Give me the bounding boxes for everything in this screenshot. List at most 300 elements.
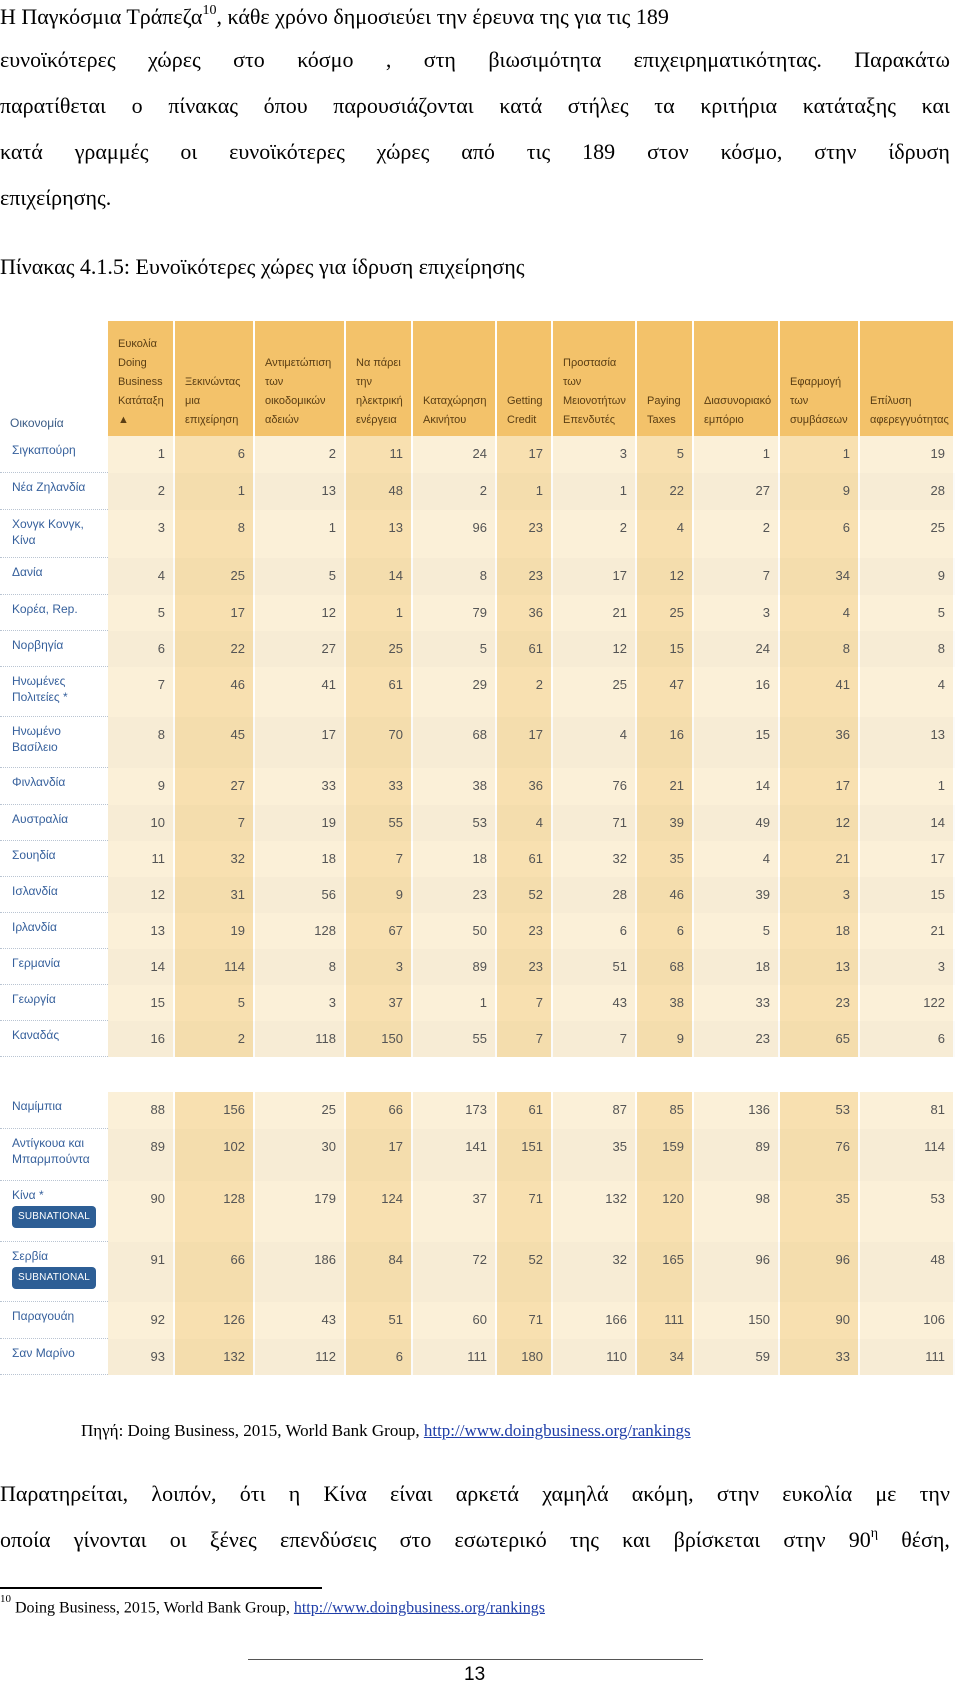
header-col-2[interactable]	[175, 321, 255, 436]
subnational-badge[interactable]: SUBNATIONAL	[12, 1206, 96, 1228]
header-economy[interactable]: Οικονομία	[0, 321, 108, 436]
table-cell: 53	[780, 1092, 860, 1129]
table-cell: 23	[413, 877, 497, 913]
header-col-6[interactable]	[497, 321, 553, 436]
table-cell: 47	[637, 667, 694, 717]
row-economy-name[interactable]	[0, 913, 108, 949]
header-col-1[interactable]	[108, 321, 175, 436]
intro-line-4: κατά γραμμές οι ευνοϊκότερες χώρες από τις 189 στον κόσμο, στην ίδρυση	[0, 139, 950, 164]
table-cell: 8	[255, 949, 346, 985]
table-cell: 13	[346, 510, 413, 558]
row-economy-label: Ισλανδία	[12, 884, 58, 898]
table-cell: 14	[860, 805, 955, 841]
table-cell: 2	[413, 473, 497, 510]
row-economy-label: Παραγουάη	[12, 1309, 75, 1323]
table-cell: 8	[108, 717, 175, 768]
table-row	[0, 913, 955, 949]
table-cell: 35	[780, 1181, 860, 1242]
row-economy-name[interactable]	[0, 985, 108, 1021]
table-cell: 1	[497, 473, 553, 510]
table-cell: 114	[860, 1129, 955, 1181]
table-cell: 1	[175, 473, 255, 510]
footnote	[0, 1593, 545, 1617]
table-cell: 132	[175, 1339, 255, 1375]
source-link[interactable]: http://www.doingbusiness.org/rankings	[423, 1421, 691, 1440]
table-cell: 120	[637, 1181, 694, 1242]
table-cell: 30	[255, 1129, 346, 1181]
table-cell: 27	[694, 473, 780, 510]
row-economy-label: Σαν Μαρίνο	[12, 1346, 75, 1360]
footnote-text: Doing Business, 2015, World Bank Group,	[15, 1599, 290, 1617]
table-cell: 110	[553, 1339, 637, 1375]
table-cell: 22	[175, 631, 255, 667]
table-cell: 9	[108, 768, 175, 805]
table-row	[0, 841, 955, 877]
row-economy-label: Ηνωμένο Βασίλειο	[12, 724, 61, 754]
intro-line-1-text: Η Παγκόσμια Τράπεζα$^{10}$, κάθε χρόνο δημοσιεύει την έρευνα της για τις 189	[0, 2, 669, 29]
table-cell: 1	[553, 473, 637, 510]
table-cell: 96	[413, 510, 497, 558]
table-cell: 150	[694, 1302, 780, 1339]
table-cell: 33	[255, 768, 346, 805]
table-cell: 1	[860, 768, 955, 805]
table-cell: 39	[694, 877, 780, 913]
table-cell: 165	[637, 1242, 694, 1302]
table-header	[0, 321, 955, 436]
table-cell: 43	[255, 1302, 346, 1339]
table-cell: 3	[255, 985, 346, 1021]
table-cell: 23	[497, 558, 553, 595]
table-row	[0, 1339, 955, 1375]
row-economy-name[interactable]	[0, 1181, 108, 1242]
header-col-4[interactable]	[346, 321, 413, 436]
table-cell: 12	[255, 595, 346, 631]
table-cell: 89	[108, 1129, 175, 1181]
table-row	[0, 473, 955, 510]
table-cell: 87	[553, 1092, 637, 1129]
table-cell: 25	[637, 595, 694, 631]
row-economy-label: Κορέα, Rep.	[12, 602, 78, 616]
table-cell: 98	[694, 1181, 780, 1242]
table-cell: 3	[108, 510, 175, 558]
row-economy-name[interactable]	[0, 949, 108, 985]
table-cell: 128	[175, 1181, 255, 1242]
table-cell: 21	[780, 841, 860, 877]
footnote-link[interactable]: http://www.doingbusiness.org/rankings	[293, 1599, 545, 1617]
row-economy-label: Αντίγκουα και Μπαρμπούντα	[12, 1136, 90, 1166]
table-cell: 122	[860, 985, 955, 1021]
table-cell: 23	[497, 510, 553, 558]
table-cell: 93	[108, 1339, 175, 1375]
table-cell: 6	[175, 436, 255, 473]
row-economy-name[interactable]	[0, 841, 108, 877]
table-cell: 6	[637, 913, 694, 949]
table-cell: 8	[860, 631, 955, 667]
table-cell: 23	[780, 985, 860, 1021]
table-cell: 65	[780, 1021, 860, 1057]
table-cell: 128	[255, 913, 346, 949]
table-cell: 15	[860, 877, 955, 913]
table-cell: 17	[497, 717, 553, 768]
table-cell: 16	[637, 717, 694, 768]
table-cell: 118	[255, 1021, 346, 1057]
table-cell: 17	[497, 436, 553, 473]
table-cell: 1	[255, 510, 346, 558]
table-cell: 27	[175, 768, 255, 805]
row-economy-name[interactable]	[0, 436, 108, 473]
table-cell: 71	[497, 1302, 553, 1339]
table-row	[0, 1302, 955, 1339]
table-cell: 2	[255, 436, 346, 473]
row-economy-name[interactable]	[0, 631, 108, 667]
table-cell: 25	[860, 510, 955, 558]
table-cell: 5	[860, 595, 955, 631]
table-cell: 7	[108, 667, 175, 717]
table-cell: 17	[346, 1129, 413, 1181]
table-cell: 66	[346, 1092, 413, 1129]
table-cell: 46	[637, 877, 694, 913]
table-cell: 35	[637, 841, 694, 877]
table-cell: 29	[413, 667, 497, 717]
header-col-7[interactable]	[553, 321, 637, 436]
table-cell: 22	[637, 473, 694, 510]
table-cell: 16	[108, 1021, 175, 1057]
source-line	[81, 1421, 691, 1441]
table-cell: 11	[346, 436, 413, 473]
table-cell: 102	[175, 1129, 255, 1181]
header-col-5-label: Καταχώρηση Ακινήτου	[423, 395, 487, 426]
table-cell: 15	[637, 631, 694, 667]
row-economy-label: Κίνα *	[12, 1188, 44, 1202]
table-cell: 156	[175, 1092, 255, 1129]
table-cell: 48	[860, 1242, 955, 1302]
row-economy-label: Δανία	[12, 565, 43, 579]
header-col-4-label: Να πάρει την ηλεκτρική ενέργεια	[356, 357, 403, 426]
header-col-8[interactable]	[637, 321, 694, 436]
table-cell: 8	[413, 558, 497, 595]
row-economy-name[interactable]	[0, 1129, 108, 1181]
table-cell: 36	[497, 595, 553, 631]
table-cell: 24	[694, 631, 780, 667]
table-cell: 89	[694, 1129, 780, 1181]
table-cell: 4	[694, 841, 780, 877]
table-cell: 13	[255, 473, 346, 510]
table-cell: 60	[413, 1302, 497, 1339]
table-cell: 33	[694, 985, 780, 1021]
table-cell: 114	[175, 949, 255, 985]
header-col-11[interactable]	[860, 321, 955, 436]
table-cell: 52	[497, 1242, 553, 1302]
table-cell: 76	[553, 768, 637, 805]
table-cell: 55	[413, 1021, 497, 1057]
table-cell: 24	[413, 436, 497, 473]
header-col-5[interactable]	[413, 321, 497, 436]
table-cell: 31	[175, 877, 255, 913]
row-economy-name[interactable]	[0, 473, 108, 510]
table-cell: 18	[694, 949, 780, 985]
table-cell: 81	[860, 1092, 955, 1129]
row-economy-label: Φινλανδία	[12, 775, 66, 789]
table-cell: 71	[497, 1181, 553, 1242]
table-cell: 96	[780, 1242, 860, 1302]
table-cell: 5	[413, 631, 497, 667]
closing-line-2: οποία γίνονται οι ξένες επενδύσεις στο εσωτερικό της και βρίσκεται στην $90^\eta$ θέση,	[0, 1525, 950, 1552]
table-cell: 21	[860, 913, 955, 949]
row-economy-label: Ηνωμένες Πολιτείες *	[12, 674, 68, 704]
table-cell: 70	[346, 717, 413, 768]
table-row	[0, 985, 955, 1021]
table-cell: 106	[860, 1302, 955, 1339]
table-cell: 12	[637, 558, 694, 595]
table-row	[0, 1092, 955, 1129]
table-cell: 21	[637, 768, 694, 805]
table-cell: 4	[553, 717, 637, 768]
row-economy-label: Γερμανία	[12, 956, 61, 970]
table-cell: 91	[108, 1242, 175, 1302]
row-economy-name[interactable]	[0, 1021, 108, 1057]
table-cell: 12	[108, 877, 175, 913]
table-cell: 33	[780, 1339, 860, 1375]
table-cell: 36	[780, 717, 860, 768]
table-cell: 4	[780, 595, 860, 631]
table-row	[0, 631, 955, 667]
table-cell: 126	[175, 1302, 255, 1339]
table-cell: 17	[780, 768, 860, 805]
table-cell: 59	[694, 1339, 780, 1375]
table-cell: 90	[108, 1181, 175, 1242]
row-economy-label: Σιγκαπούρη	[12, 443, 76, 457]
table-cell: 159	[637, 1129, 694, 1181]
footnote-number: 10	[0, 1593, 11, 1605]
table-cell: 3	[780, 877, 860, 913]
table-cell: 1	[694, 436, 780, 473]
row-economy-label: Ναμίμπια	[12, 1099, 62, 1113]
table-cell: 50	[413, 913, 497, 949]
row-economy-label: Ιρλανδία	[12, 920, 57, 934]
table-cell: 23	[497, 949, 553, 985]
table-row	[0, 1129, 955, 1181]
row-economy-name[interactable]	[0, 1092, 108, 1129]
page-footer-rule	[248, 1659, 703, 1660]
table-cell: 41	[780, 667, 860, 717]
intro-line-1	[0, 4, 950, 30]
table-cell: 5	[255, 558, 346, 595]
footnote-ref[interactable]: 10	[202, 2, 217, 18]
table-cell: 23	[694, 1021, 780, 1057]
table-cell: 17	[860, 841, 955, 877]
table-cell: 61	[346, 667, 413, 717]
table-cell: 4	[860, 667, 955, 717]
table-cell: 17	[255, 717, 346, 768]
table-cell: 25	[553, 667, 637, 717]
table-cell: 7	[553, 1021, 637, 1057]
header-col-2-label: Ξεκινώντας μια επιχείρηση	[185, 376, 241, 426]
table-cell: 67	[346, 913, 413, 949]
header-col-3[interactable]	[255, 321, 346, 436]
table-cell: 2	[553, 510, 637, 558]
table-cell: 39	[637, 805, 694, 841]
source-label: Πηγή: Doing Business, 2015, World Bank Group,	[81, 1421, 420, 1440]
table-cell: 27	[255, 631, 346, 667]
table-cell: 38	[637, 985, 694, 1021]
table-cell: 66	[175, 1242, 255, 1302]
row-economy-name[interactable]	[0, 510, 108, 558]
row-economy-label: Σουηδία	[12, 848, 56, 862]
table-cell: 2	[175, 1021, 255, 1057]
table-cell: 96	[694, 1242, 780, 1302]
table-cell: 3	[860, 949, 955, 985]
row-economy-name[interactable]	[0, 1302, 108, 1339]
table-cell: 32	[553, 841, 637, 877]
intro-line-3: παρατίθεται ο πίνακας όπου παρουσιάζονται κατά στήλες τα κριτήρια κατάταξης και	[0, 93, 950, 118]
table-cell: 2	[497, 667, 553, 717]
table-cell: 8	[175, 510, 255, 558]
table-cell: 173	[413, 1092, 497, 1129]
row-economy-label: Καναδάς	[12, 1028, 60, 1042]
table-cell: 52	[497, 877, 553, 913]
table-cell: 43	[553, 985, 637, 1021]
table-cell: 2	[694, 510, 780, 558]
header-col-3-label: Αντιμετώπιση των οικοδομικών αδειών	[265, 357, 332, 426]
table-cell: 15	[694, 717, 780, 768]
table-cell: 7	[346, 841, 413, 877]
row-economy-label: Σερβία	[12, 1249, 49, 1263]
table-cell: 141	[413, 1129, 497, 1181]
table-cell: 61	[497, 631, 553, 667]
table-row	[0, 436, 955, 473]
table-cell: 38	[413, 768, 497, 805]
table-cell: 7	[694, 558, 780, 595]
table-cell: 19	[175, 913, 255, 949]
table-cell: 13	[108, 913, 175, 949]
table-cell: 6	[780, 510, 860, 558]
table-row	[0, 558, 955, 595]
header-col-10-label: Εφαρμογή των συμβάσεων	[790, 376, 848, 426]
table-cell: 55	[346, 805, 413, 841]
table-cell: 13	[860, 717, 955, 768]
table-cell: 46	[175, 667, 255, 717]
table-cell: 9	[860, 558, 955, 595]
table-cell: 37	[346, 985, 413, 1021]
row-economy-name[interactable]	[0, 1242, 108, 1302]
table-cell: 28	[553, 877, 637, 913]
table-cell: 9	[637, 1021, 694, 1057]
row-economy-name[interactable]	[0, 768, 108, 805]
table-cell: 21	[553, 595, 637, 631]
table-cell: 10	[108, 805, 175, 841]
table-cell: 2	[108, 473, 175, 510]
table-cell: 6	[346, 1339, 413, 1375]
table-cell: 1	[108, 436, 175, 473]
table-cell: 33	[346, 768, 413, 805]
table-cell: 7	[497, 985, 553, 1021]
row-economy-label: Χονγκ Κονγκ, Κίνα	[12, 517, 84, 547]
table-cell: 25	[255, 1092, 346, 1129]
table-cell: 32	[553, 1242, 637, 1302]
table-caption: Πίνακας 4.1.5: Ευνοϊκότερες χώρες για ίδρυση επιχείρησης	[0, 254, 525, 279]
subnational-badge[interactable]: SUBNATIONAL	[12, 1267, 96, 1289]
header-col-9[interactable]	[694, 321, 780, 436]
table-cell: 85	[637, 1092, 694, 1129]
table-cell: 7	[497, 1021, 553, 1057]
table-cell: 14	[108, 949, 175, 985]
table-cell: 18	[255, 841, 346, 877]
table-cell: 19	[255, 805, 346, 841]
table-cell: 150	[346, 1021, 413, 1057]
table-row	[0, 1181, 955, 1242]
table-cell: 45	[175, 717, 255, 768]
table-cell: 32	[175, 841, 255, 877]
table-cell: 51	[346, 1302, 413, 1339]
row-economy-name[interactable]	[0, 877, 108, 913]
table-cell: 18	[780, 913, 860, 949]
table-cell: 4	[637, 510, 694, 558]
row-economy-name[interactable]	[0, 667, 108, 717]
header-col-11-label: Επίλυση αφερεγγυότητας	[870, 395, 949, 426]
header-col-7-label: Προστασία των Μειονοτήτων Επενδυτές	[563, 357, 626, 426]
table-cell: 1	[780, 436, 860, 473]
table-cell: 41	[255, 667, 346, 717]
table-cell: 68	[413, 717, 497, 768]
table-cell: 14	[346, 558, 413, 595]
table-cell: 5	[175, 985, 255, 1021]
closing-line-1: Παρατηρείται, λοιπόν, ότι η Κίνα είναι αρκετά χαμηλά ακόμη, στην ευκολία με την	[0, 1481, 950, 1506]
table-row	[0, 949, 955, 985]
intro-line-5	[0, 185, 950, 211]
row-economy-label: Αυστραλία	[12, 812, 69, 826]
table-cell: 14	[694, 768, 780, 805]
row-economy-name[interactable]	[0, 595, 108, 631]
table-cell: 132	[553, 1181, 637, 1242]
table-row	[0, 717, 955, 768]
table-cell: 34	[780, 558, 860, 595]
table-cell: 111	[860, 1339, 955, 1375]
table-cell: 19	[860, 436, 955, 473]
table-row	[0, 667, 955, 717]
intro-line-2: ευνοϊκότερες χώρες στο κόσμο , στη βιωσιμότητα επιχειρηματικότητας. Παρακάτω	[0, 47, 950, 72]
table-row	[0, 510, 955, 558]
row-economy-name[interactable]	[0, 717, 108, 768]
table-cell: 18	[413, 841, 497, 877]
row-economy-label: Νορβηγία	[12, 638, 64, 652]
row-economy-name[interactable]	[0, 558, 108, 595]
table-cell: 3	[694, 595, 780, 631]
table-cell: 5	[637, 436, 694, 473]
table-cell: 111	[637, 1302, 694, 1339]
table-cell: 186	[255, 1242, 346, 1302]
row-economy-label: Γεωργία	[12, 992, 56, 1006]
table-cell: 72	[413, 1242, 497, 1302]
header-col-8-label: Paying Taxes	[647, 395, 681, 426]
table-cell: 12	[553, 631, 637, 667]
table-cell: 48	[346, 473, 413, 510]
table-cell: 124	[346, 1181, 413, 1242]
table-cell: 1	[413, 985, 497, 1021]
table-cell: 112	[255, 1339, 346, 1375]
table-cell: 68	[637, 949, 694, 985]
table-cell: 88	[108, 1092, 175, 1129]
table-cell: 37	[413, 1181, 497, 1242]
table-cell: 35	[553, 1129, 637, 1181]
table-cell: 180	[497, 1339, 553, 1375]
row-economy-name[interactable]	[0, 1339, 108, 1375]
row-economy-name[interactable]	[0, 805, 108, 841]
header-col-10[interactable]	[780, 321, 860, 436]
table-row	[0, 1242, 955, 1302]
table-cell: 17	[175, 595, 255, 631]
table-cell: 15	[108, 985, 175, 1021]
table-cell: 4	[108, 558, 175, 595]
